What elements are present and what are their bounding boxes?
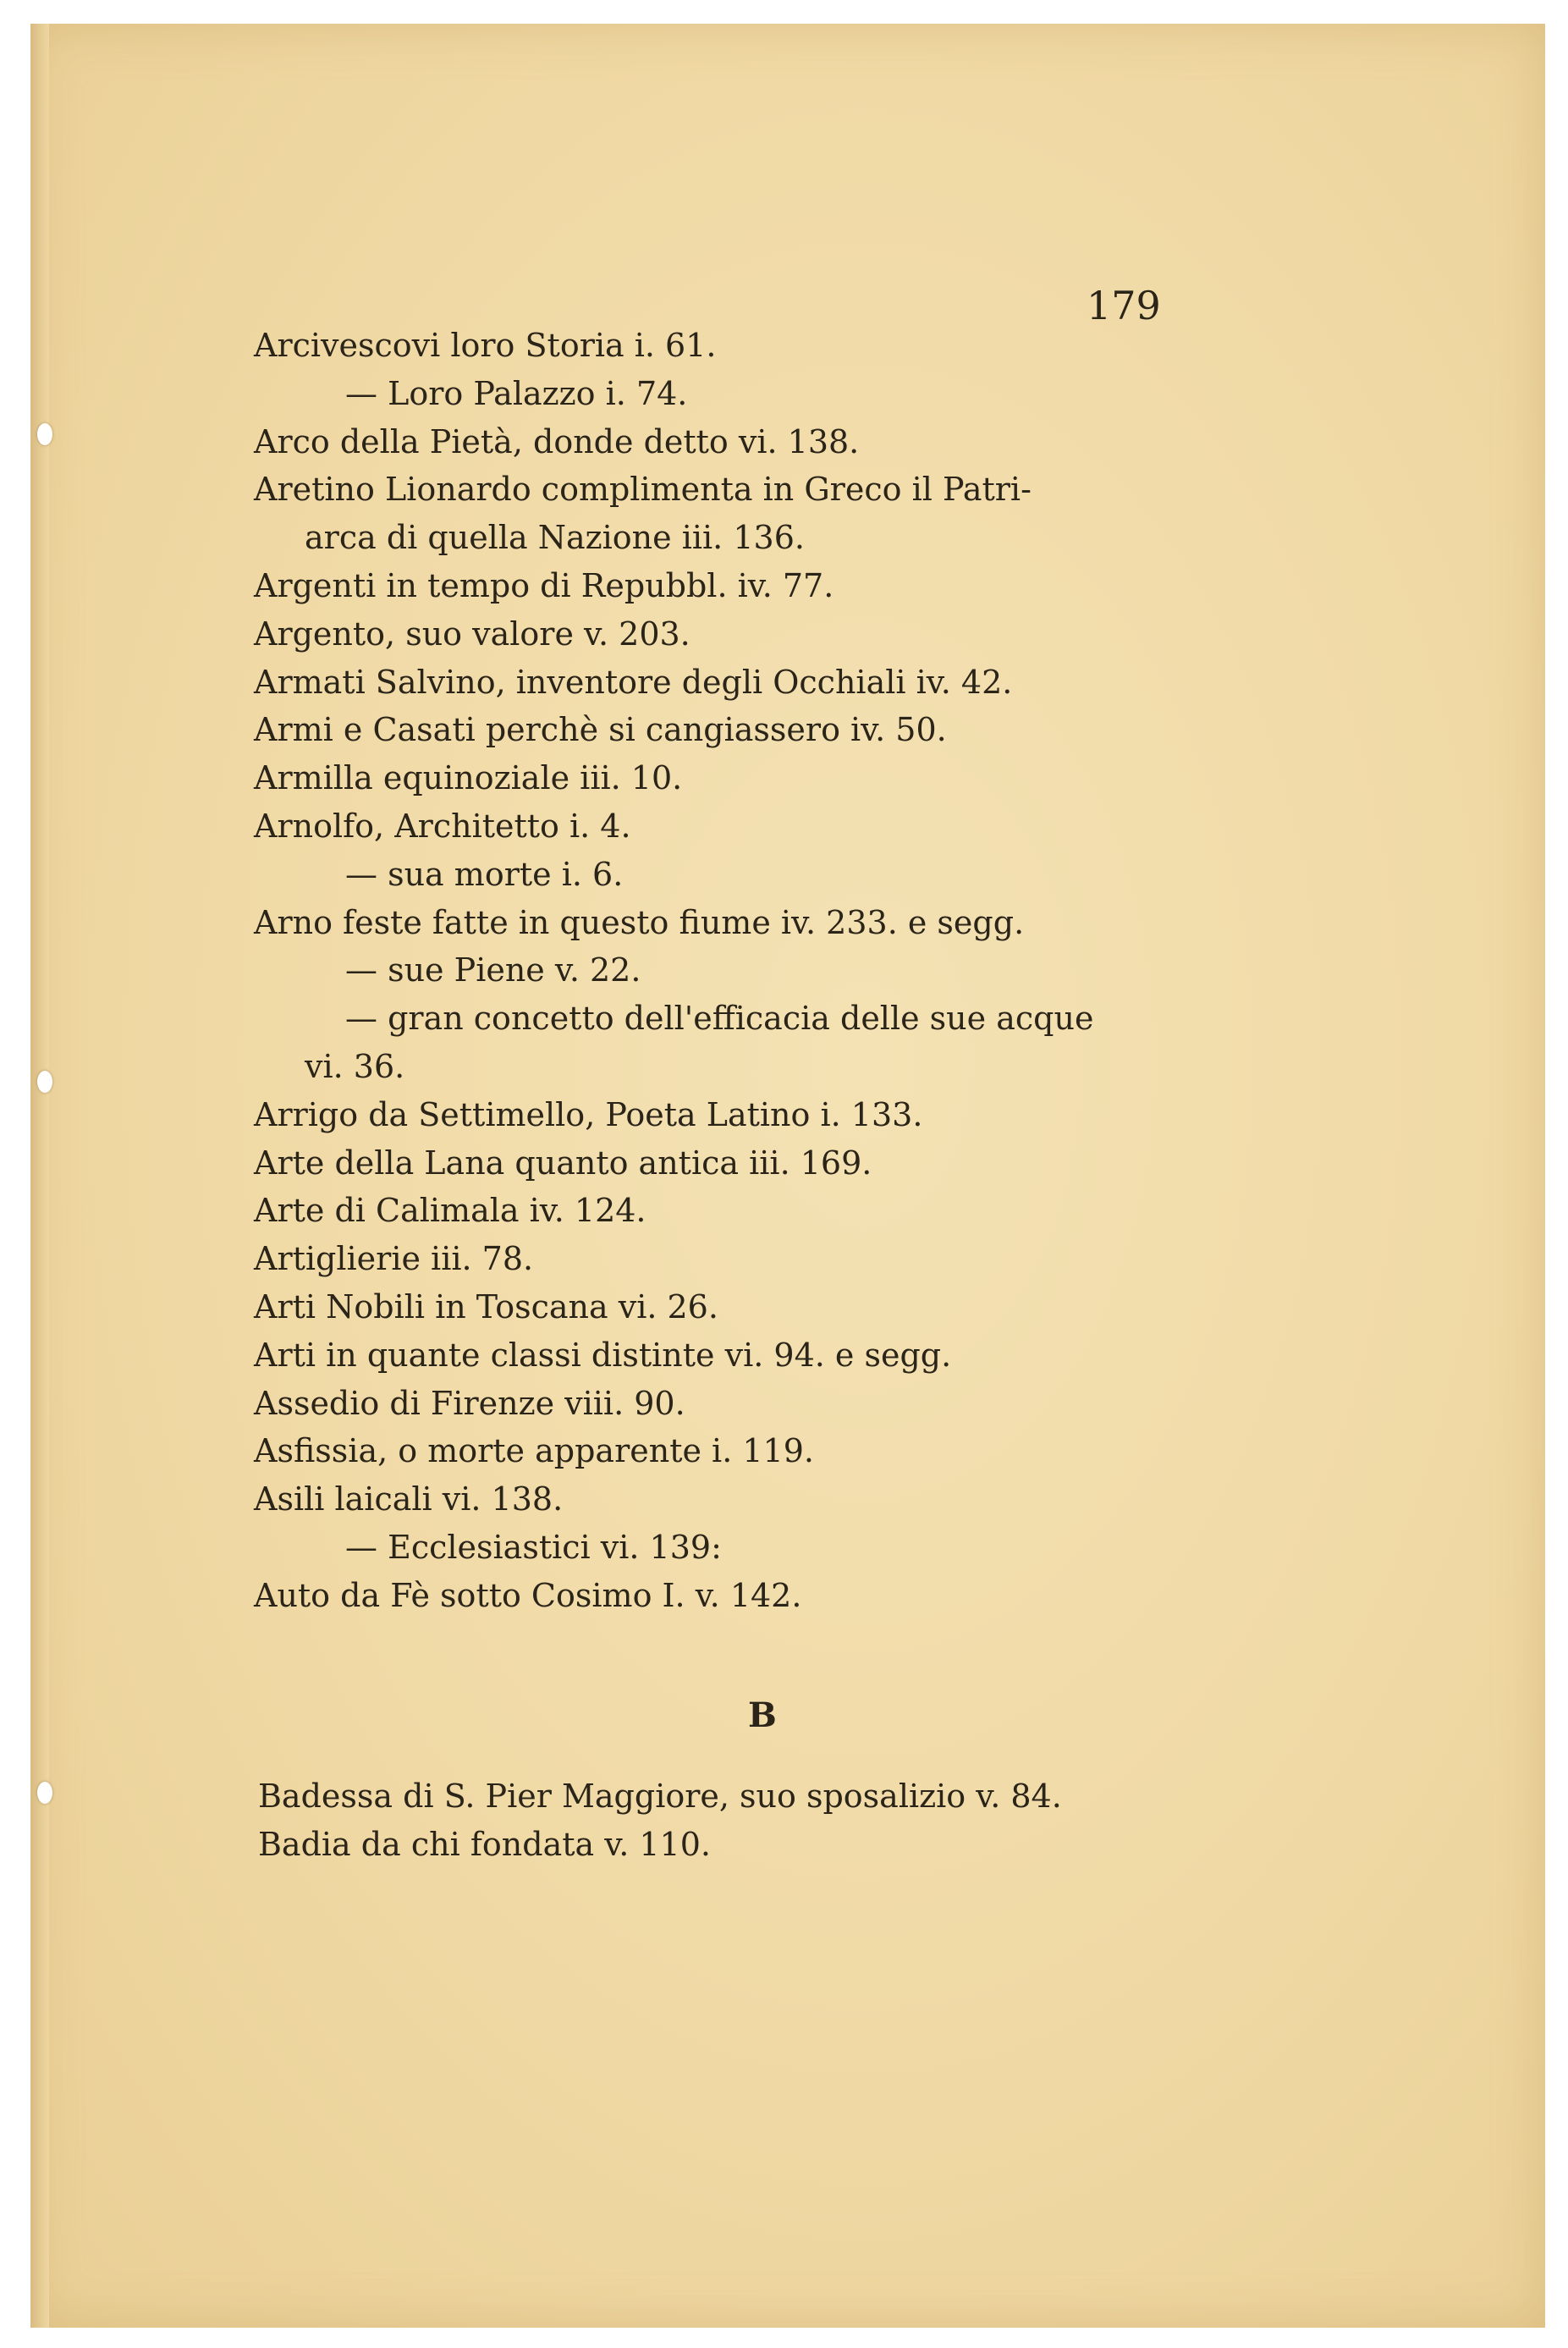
index-entry: Argento, suo valore v. 203. (254, 615, 690, 653)
section-heading-b: B (748, 1695, 777, 1735)
index-entry: Arcivescovi loro Storia i. 61. (254, 327, 717, 364)
index-entry: vi. 36. (305, 1047, 405, 1085)
index-entry: Arti Nobili in Toscana vi. 26. (254, 1287, 718, 1326)
index-entry: Argenti in tempo di Repubbl. iv. 77. (254, 566, 834, 604)
index-entry: Badia da chi fondata v. 110. (258, 1826, 711, 1863)
index-entry: — sue Piene v. 22. (345, 951, 641, 989)
index-section-a (254, 322, 1185, 1620)
index-entry: Armi e Casati perchè si cangiassero iv. 50. (254, 711, 947, 749)
index-section-b (258, 1772, 1189, 1869)
index-entry: Arrigo da Settimello, Poeta Latino i. 133. (254, 1095, 923, 1133)
index-entry: — Loro Palazzo i. 74. (345, 374, 688, 412)
index-entry: Artiglierie iii. 78. (254, 1240, 534, 1278)
index-entry: Arte di Calimala iv. 124. (254, 1192, 646, 1230)
binding-hole (37, 1071, 52, 1093)
index-entry: Auto da Fè sotto Cosimo I. v. 142. (254, 1576, 802, 1614)
index-entry: Badessa di S. Pier Maggiore, suo sposalizio v. 84. (258, 1778, 1062, 1815)
index-entry: Arti in quante classi distinte vi. 94. e segg. (254, 1336, 952, 1374)
index-entry: Aretino Lionardo complimenta in Greco il Patri- (254, 471, 1032, 509)
binding-hole (37, 423, 52, 445)
index-entry: Arco della Pietà, donde detto vi. 138. (254, 422, 860, 460)
index-entry: — Ecclesiastici vi. 139: (345, 1528, 722, 1566)
index-entry: Arno feste fatte in questo fiume iv. 233. e segg. (254, 903, 1025, 941)
index-entry: Arte della Lana quanto antica iii. 169. (254, 1144, 872, 1182)
index-entry: — gran concetto dell'efficacia delle sue acque (345, 1000, 1094, 1038)
page-number: 179 (1087, 283, 1161, 328)
index-entry: arca di quella Nazione iii. 136. (305, 519, 805, 557)
binding-hole (37, 1782, 52, 1804)
index-entry: — sua morte i. 6. (345, 855, 624, 893)
index-entry: Asfissia, o morte apparente i. 119. (254, 1432, 814, 1470)
index-entry: Arnolfo, Architetto i. 4. (254, 807, 631, 845)
index-entry: Assedio di Firenze viii. 90. (254, 1384, 685, 1422)
page-spine-edge (30, 24, 49, 2328)
index-entry: Armilla equinoziale iii. 10. (254, 759, 683, 797)
index-entry: Asili laicali vi. 138. (254, 1480, 564, 1518)
index-entry: Armati Salvino, inventore degli Occhiali iv. 42. (254, 663, 1013, 701)
